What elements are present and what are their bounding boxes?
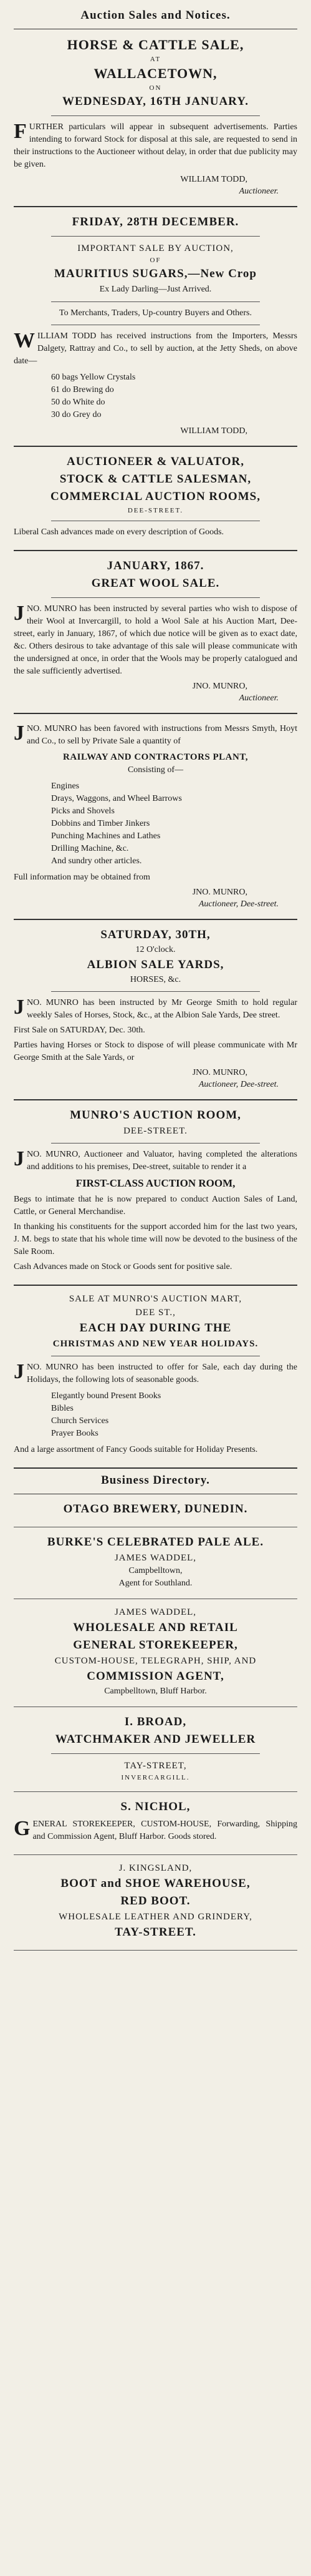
biz-name: J. KINGSLAND, <box>118 1863 193 1873</box>
ad-street: DEE ST., <box>135 1308 176 1318</box>
list-item: 50 do White do <box>51 398 105 407</box>
divider <box>51 597 260 598</box>
signature-name: WILLIAM TODD, <box>180 426 247 436</box>
ad-time: 12 O'clock. <box>135 945 176 954</box>
signature-name: JNO. MUNRO, <box>192 682 247 691</box>
ad-body: And a large assortment of Fancy Goods suitable for Holiday Presents. <box>14 1445 258 1454</box>
divider <box>51 301 260 302</box>
ad-line: COMMERCIAL AUCTION ROOMS, <box>50 490 261 503</box>
biz-otago-brewery <box>14 1494 297 1527</box>
biz-j-kingsland <box>14 1855 297 1951</box>
ad-street: DEE-STREET. <box>123 1126 188 1136</box>
signature-role: Auctioneer. <box>239 693 279 703</box>
ad-body: Liberal Cash advances made on every description of Goods. <box>14 527 224 537</box>
item-list <box>51 1390 297 1440</box>
biz-line-text: URKE'S CELEBRATED PALE ALE. <box>55 1535 264 1549</box>
dropcap: F <box>14 120 27 143</box>
biz-line: WATCHMAKER AND JEWELLER <box>55 1733 256 1746</box>
biz-name: JAMES WADDEL, <box>114 1607 197 1617</box>
ad-munro-auction-room <box>14 1100 297 1286</box>
biz-place: Campbelltown, Bluff Harbor. <box>104 1687 207 1696</box>
ad-body-text: NO. MUNRO has been instructed to offer for Sale, each day during the Holidays, the following lots of seasonable goods. <box>27 1363 297 1384</box>
ad-holiday-sale <box>14 1286 297 1469</box>
biz-line: RED BOOT. <box>120 1894 191 1908</box>
list-item: Dobbins and Timber Jinkers <box>51 819 150 828</box>
biz-burkes-ale <box>14 1527 297 1599</box>
biz-street: TAY-STREET, <box>124 1761 187 1771</box>
ad-street: DEE-STREET. <box>127 507 184 514</box>
biz-james-waddel <box>14 1599 297 1707</box>
dropcap: J <box>14 1360 24 1383</box>
biz-line: WHOLESALE LEATHER AND GRINDERY, <box>59 1912 252 1922</box>
dropcap: B <box>47 1535 56 1549</box>
signature <box>14 1067 297 1090</box>
ad-horse-cattle-sale <box>14 29 297 207</box>
ad-sub: HORSES, &c. <box>130 975 181 984</box>
ad-at: AT <box>150 56 161 63</box>
biz-body-text: ENERAL STOREKEEPER, CUSTOM-HOUSE, Forwarding, Shipping and Commission Agent, Bluff Harbor. Goods stored. <box>32 1819 297 1841</box>
dropcap: J <box>14 1147 24 1170</box>
ad-body: Begs to intimate that he is now prepared to conduct Auction Sales of Land, Cattle, or General Merchandise. <box>14 1195 297 1217</box>
dropcap: J <box>14 602 24 625</box>
ad-body-text: ILLIAM TODD has received instructions from the Importers, Messrs Dalgety, Rattray and Co., to sell by auction, at the Jetty Sheds, on above date— <box>14 331 297 366</box>
ad-title: HORSE & CATTLE SALE, <box>67 37 244 52</box>
ad-heading: RAILWAY AND CONTRACTORS PLANT, <box>62 752 248 762</box>
ad-date: SATURDAY, 30TH, <box>100 928 211 941</box>
divider <box>51 1753 260 1754</box>
ad-line: SALE AT MUNRO'S AUCTION MART, <box>69 1294 242 1304</box>
ad-line: MAURITIUS SUGARS,—New Crop <box>54 267 257 280</box>
ad-body: Cash Advances made on Stock or Goods sent for positive sale. <box>14 1262 232 1271</box>
list-item: And sundry other articles. <box>51 856 142 866</box>
biz-name: I. BROAD, <box>124 1715 187 1728</box>
list-item: 30 do Grey do <box>51 410 102 419</box>
item-list <box>51 371 297 421</box>
ad-body-text: NO. MUNRO has been instructed by Mr George Smith to hold regular weekly Sales of Horses, Stock, &c., at the Albion Sale Yards, Dee street. <box>27 998 297 1020</box>
ad-heading: FIRST-CLASS AUCTION ROOM, <box>75 1177 236 1189</box>
biz-title: OTAGO BREWERY, DUNEDIN. <box>63 1502 248 1516</box>
signature-role: Auctioneer. <box>239 187 279 196</box>
ad-on: ON <box>149 84 162 92</box>
ad-consisting: Consisting of— <box>127 765 184 775</box>
list-item: Elegantly bound Present Books <box>51 1391 161 1401</box>
biz-agent: Agent for Southland. <box>118 1579 193 1588</box>
ad-body-text: NO. MUNRO has been favored with instructions from Messrs Smyth, Hoyt and Co., to sell by Private Sale a quantity of <box>27 724 297 746</box>
ad-body: In thanking his constituents for the support accorded him for the last two years, J. M. begs to state that his whole time will now be devoted to the business of the Sale Room. <box>14 1222 297 1256</box>
divider <box>51 991 260 992</box>
dropcap: W <box>14 329 35 352</box>
biz-place: Campbelltown, <box>128 1566 183 1575</box>
signature <box>14 886 297 910</box>
ad-body <box>14 121 297 171</box>
signature <box>14 425 297 437</box>
list-item: Church Services <box>51 1416 109 1426</box>
ad-body-text: URTHER particulars will appear in subsequent advertisements. Parties intending to forward Stock for disposal at this sale, are requested to send in their instructions to the Auctioneer without delay, in order that due publicity may be given. <box>14 122 297 169</box>
ad-body <box>14 330 297 368</box>
ad-info: Full information may be obtained from <box>14 873 150 882</box>
ad-body <box>14 603 297 678</box>
biz-line: CUSTOM-HOUSE, TELEGRAPH, SHIP, AND <box>54 1656 257 1666</box>
signature <box>14 680 297 704</box>
dropcap: G <box>14 1817 31 1840</box>
signature-name: JNO. MUNRO, <box>192 888 247 897</box>
ad-body-text: NO. MUNRO, Auctioneer and Valuator, having completed the alterations and additions to his premises, Dee-street, suitable to render it a <box>27 1150 297 1172</box>
section-title: Auction Sales and Notices. <box>14 4 297 29</box>
biz-i-broad <box>14 1707 297 1792</box>
list-item: Drilling Machine, &c. <box>51 844 129 853</box>
list-item: 61 do Brewing do <box>51 385 114 394</box>
list-item: Prayer Books <box>51 1429 98 1438</box>
ad-title: MUNRO'S AUCTION ROOM, <box>70 1109 241 1122</box>
ad-title: GREAT WOOL SALE. <box>91 577 220 590</box>
ad-of: OF <box>150 257 161 264</box>
ad-place: WALLACETOWN, <box>93 66 218 81</box>
item-list <box>51 780 297 868</box>
ad-line: AUCTIONEER & VALUATOR, <box>66 455 245 468</box>
biz-street: TAY-STREET. <box>115 1926 196 1939</box>
ad-date: JANUARY, 1867. <box>107 559 204 572</box>
ad-line: EACH DAY DURING THE <box>79 1321 232 1335</box>
biz-name: S. NICHOL, <box>120 1800 191 1813</box>
ad-albion-sale-yards <box>14 920 297 1100</box>
ad-railway-plant <box>14 714 297 920</box>
ad-line: STOCK & CATTLE SALESMAN, <box>59 473 252 486</box>
biz-line: COMMISSION AGENT, <box>87 1670 224 1683</box>
signature-role: Auctioneer, Dee-street. <box>198 899 279 909</box>
ad-body-text: NO. MUNRO has been instructed by several parties who wish to dispose of their Wool at Invercargill, to hold a Wool Sale at his Auction Mart, Dee-street, early in January, 1867, of which due notice will be given as to exact date, &c. Others desirous to take advantage of this sale will please communicate with the undersigned at once, in order that the Wools may be properly catalogued and the sale sufficiently advertised. <box>14 604 297 676</box>
biz-line: WHOLESALE AND RETAIL <box>73 1621 238 1634</box>
ad-date: FRIDAY, 28TH DECEMBER. <box>72 215 239 228</box>
biz-line <box>14 1534 297 1551</box>
ad-to: To Merchants, Traders, Up-country Buyers and Others. <box>59 308 252 318</box>
list-item: Drays, Waggons, and Wheel Barrows <box>51 794 182 803</box>
ad-auctioneer-valuator <box>14 447 297 551</box>
ad-body: Parties having Horses or Stock to dispose of will please communicate with Mr George Smith at the Sale Yards, or <box>14 1041 297 1062</box>
list-item: Bibles <box>51 1404 74 1413</box>
ad-wool-sale <box>14 551 297 714</box>
ad-ex: Ex Lady Darling—Just Arrived. <box>99 285 212 294</box>
ad-title: ALBION SALE YARDS, <box>87 958 224 971</box>
divider <box>51 115 260 116</box>
divider <box>51 1143 260 1144</box>
ad-body <box>14 723 297 748</box>
biz-line: GENERAL STOREKEEPER, <box>73 1638 238 1652</box>
ad-line: IMPORTANT SALE BY AUCTION, <box>77 243 234 253</box>
dropcap: J <box>14 722 24 745</box>
list-item: Punching Machines and Lathes <box>51 831 161 841</box>
ad-line: CHRISTMAS AND NEW YEAR HOLIDAYS. <box>52 1339 259 1349</box>
signature-name: JNO. MUNRO, <box>192 1068 247 1077</box>
ad-date: WEDNESDAY, 16TH JANUARY. <box>62 95 249 108</box>
biz-town: INVERCARGILL. <box>121 1774 190 1781</box>
list-item: Picks and Shovels <box>51 806 115 816</box>
dropcap: J <box>14 996 24 1019</box>
divider <box>51 236 260 237</box>
signature <box>14 174 297 197</box>
biz-s-nichol <box>14 1792 297 1855</box>
signature-role: Auctioneer, Dee-street. <box>198 1080 279 1089</box>
directory-title: Business Directory. <box>14 1469 297 1494</box>
list-item: 60 bags Yellow Crystals <box>51 373 136 382</box>
ad-body: First Sale on SATURDAY, Dec. 30th. <box>14 1026 145 1035</box>
biz-line: BOOT and SHOE WAREHOUSE, <box>60 1877 251 1890</box>
ad-body <box>14 1361 297 1386</box>
ad-mauritius-sugars <box>14 207 297 447</box>
biz-body <box>14 1818 297 1843</box>
signature-name: WILLIAM TODD, <box>180 175 247 184</box>
list-item: Engines <box>51 781 80 791</box>
biz-name: JAMES WADDEL, <box>114 1553 197 1563</box>
ad-body <box>14 1148 297 1173</box>
ad-body <box>14 997 297 1022</box>
